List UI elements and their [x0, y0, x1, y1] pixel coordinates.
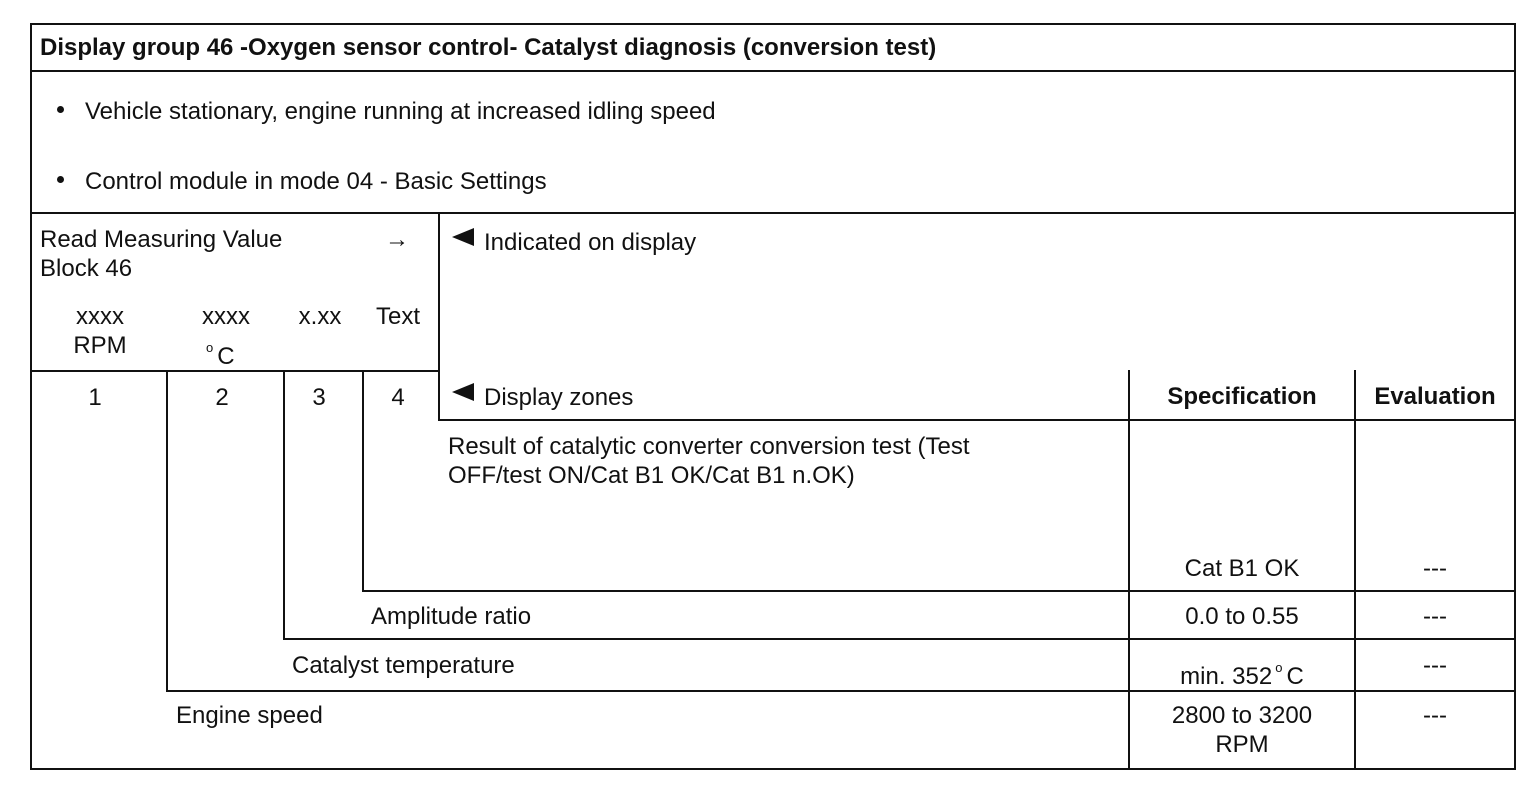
row-1-specification-line1: 2800 to 3200: [1171, 702, 1313, 729]
row-4-specification: Cat B1 OK: [1184, 555, 1300, 582]
zone-number-3: 3: [312, 384, 326, 411]
row-4-description-line1: Result of catalytic converter conversion test (Test: [448, 433, 970, 460]
bullet-icon: [57, 106, 64, 113]
page-title: Display group 46 -Oxygen sensor control- Catalyst diagnosis (conversion test): [40, 34, 937, 61]
row-4-description-line2: OFF/test ON/Cat B1 OK/Cat B1 n.OK): [448, 462, 855, 489]
degree-symbol: o: [206, 340, 214, 355]
arrow-right-icon: →: [385, 226, 409, 253]
field-1-value: xxxx: [76, 303, 124, 330]
field-2-unit-text: C: [217, 343, 235, 370]
divider-read-block: [438, 213, 440, 420]
field-4-value: Text: [375, 303, 420, 330]
condition-1: Vehicle stationary, engine running at increased idling speed: [85, 98, 716, 125]
zone-number-4: 4: [391, 384, 405, 411]
row-3-specification: 0.0 to 0.55: [1185, 603, 1299, 630]
row-2-specification-unit: C: [1286, 663, 1304, 690]
row-2-description: Catalyst temperature: [292, 652, 515, 679]
indicated-label: Indicated on display: [484, 229, 697, 256]
row-2-specification: [1130, 653, 1354, 691]
condition-2: Control module in mode 04 - Basic Settings: [85, 168, 547, 195]
bullet-icon: [57, 176, 64, 183]
zone-line-4-horizontal: [362, 590, 1515, 592]
zone-number-2: 2: [215, 384, 229, 411]
row-1-evaluation: ---: [1423, 702, 1447, 729]
pointer-left-icon: [452, 383, 474, 401]
row-2-specification-value: min. 352: [1180, 663, 1273, 690]
row-2-evaluation: ---: [1423, 652, 1447, 679]
display-zones-label: Display zones: [484, 384, 634, 411]
row-1-specification-line2: RPM: [1215, 731, 1269, 758]
zone-line-3-horizontal: [283, 638, 1515, 640]
read-block-title-line1: Read Measuring Value: [40, 226, 283, 253]
specification-header: Specification: [1167, 383, 1317, 410]
zone-number-1: 1: [88, 384, 102, 411]
field-2-unit: [206, 333, 235, 371]
field-1-unit: RPM: [73, 332, 127, 359]
read-block-title-line2: Block 46: [40, 255, 133, 282]
field-3-value: x.xx: [298, 303, 342, 330]
divider-conditions: [31, 212, 1515, 214]
row-1-description: Engine speed: [176, 702, 323, 729]
evaluation-header: Evaluation: [1374, 383, 1496, 410]
row-3-evaluation: ---: [1423, 603, 1447, 630]
row-3-description: Amplitude ratio: [371, 603, 532, 630]
field-2-value: xxxx: [202, 303, 250, 330]
pointer-left-icon: [452, 228, 474, 246]
row-4-evaluation: ---: [1423, 555, 1447, 582]
zone-line-2: [166, 371, 168, 692]
divider-title: [31, 70, 1515, 72]
divider-read-block-bottom: [31, 370, 439, 372]
degree-symbol: o: [1275, 660, 1283, 675]
